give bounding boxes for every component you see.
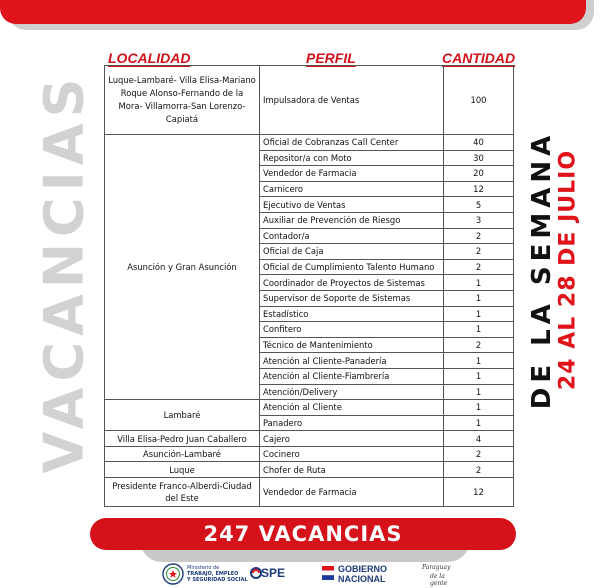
perfil-cell: Ejecutivo de Ventas [260, 197, 444, 213]
perfil-cell: Confitero [260, 322, 444, 338]
national-seal-icon [162, 563, 184, 585]
perfil-cell: Chofer de Ruta [260, 462, 444, 478]
side-title-vacancias-text: VACANCIAS [32, 72, 96, 474]
perfil-cell: Vendedor de Farmacia [260, 166, 444, 182]
location-cell: Luque [105, 462, 260, 478]
side-title-week-line1: DE LA SEMANA [527, 130, 557, 410]
perfil-cell: Repositor/a con Moto [260, 150, 444, 166]
side-title-week-dates: 24 AL 28 DE JULIO [555, 149, 581, 391]
table-row [105, 431, 514, 447]
perfil-cell: Contador/a [260, 228, 444, 244]
location-cell: Presidente Franco-Alberdi-Ciudad del Este [105, 478, 260, 507]
cantidad-cell: 2 [444, 446, 514, 462]
perfil-cell: Cocinero [260, 446, 444, 462]
cantidad-cell: 12 [444, 181, 514, 197]
cantidad-cell: 1 [444, 290, 514, 306]
gobierno-line1: GOBIERNO [338, 564, 388, 574]
perfil-cell: Impulsadora de Ventas [260, 66, 444, 135]
cantidad-cell: 1 [444, 415, 514, 431]
top-banner-red [0, 0, 586, 24]
cantidad-cell: 1 [444, 322, 514, 338]
mtess-logo [162, 562, 248, 586]
cantidad-cell: 100 [444, 66, 514, 135]
slogan-line2: de la gente [430, 573, 448, 587]
cantidad-cell: 12 [444, 478, 514, 507]
location-cell: Luque-Lambaré- Villa Elisa-Mariano Roque Alonso-Fernando de la Mora- Villamorra-San Lorenzo- Capiatá [105, 66, 260, 135]
perfil-cell: Cajero [260, 431, 444, 447]
table-row [105, 446, 514, 462]
gobierno-logo [322, 562, 400, 586]
cantidad-cell: 2 [444, 244, 514, 260]
perfil-cell: Coordinador de Proyectos de Sistemas [260, 275, 444, 291]
slogan-line1: Paraguay [422, 564, 451, 571]
table-row [105, 462, 514, 478]
cantidad-cell: 1 [444, 368, 514, 384]
spe-text: SPE [261, 566, 286, 580]
cantidad-cell: 4 [444, 431, 514, 447]
header-cantidad: CANTIDAD [442, 50, 516, 66]
table-row [105, 66, 514, 135]
total-vacancies: 247 VACANCIAS [203, 522, 403, 546]
perfil-cell: Panadero [260, 415, 444, 431]
perfil-cell: Vendedor de Farmacia [260, 478, 444, 507]
cantidad-cell: 20 [444, 166, 514, 182]
side-title-week [520, 120, 584, 420]
mtess-line2: TRABAJO, EMPLEO [187, 571, 239, 577]
mtess-line1: Ministerio de [187, 565, 220, 571]
perfil-cell: Oficial de Caja [260, 244, 444, 260]
header-localidad: LOCALIDAD [108, 50, 191, 66]
cantidad-cell: 2 [444, 259, 514, 275]
cantidad-cell: 1 [444, 384, 514, 400]
table-row [105, 478, 514, 507]
top-banner [0, 0, 600, 30]
perfil-cell: Estadístico [260, 306, 444, 322]
perfil-cell: Oficial de Cobranzas Call Center [260, 135, 444, 151]
spe-logo [250, 562, 294, 586]
cantidad-cell: 40 [444, 135, 514, 151]
location-cell: Asunción-Lambaré [105, 446, 260, 462]
cantidad-cell: 2 [444, 462, 514, 478]
perfil-cell: Atención al Cliente-Panadería [260, 353, 444, 369]
perfil-cell: Oficial de Cumplimiento Talento Humano [260, 259, 444, 275]
location-cell: Asunción y Gran Asunción [105, 135, 260, 400]
cantidad-cell: 1 [444, 353, 514, 369]
vacancies-table [104, 65, 514, 507]
perfil-cell: Atención/Delivery [260, 384, 444, 400]
perfil-cell: Auxiliar de Prevención de Riesgo [260, 212, 444, 228]
mtess-line3: Y SEGURIDAD SOCIAL [187, 577, 248, 583]
location-cell: Lambaré [105, 400, 260, 431]
perfil-cell: Técnico de Mantenimiento [260, 337, 444, 353]
footer-logos [150, 562, 450, 586]
cantidad-cell: 30 [444, 150, 514, 166]
perfil-cell: Carnicero [260, 181, 444, 197]
header-perfil: PERFIL [306, 50, 356, 66]
total-banner [0, 516, 600, 564]
cantidad-cell: 3 [444, 212, 514, 228]
table-row [105, 135, 514, 151]
cantidad-cell: 5 [444, 197, 514, 213]
table-row [105, 400, 514, 416]
cantidad-cell: 1 [444, 275, 514, 291]
side-title-vacancias [32, 72, 96, 474]
cantidad-cell: 2 [444, 337, 514, 353]
slogan-logo [422, 562, 462, 586]
flag-icon [322, 566, 334, 580]
location-cell: Villa Elisa-Pedro Juan Caballero [105, 431, 260, 447]
cantidad-cell: 1 [444, 306, 514, 322]
cantidad-cell: 2 [444, 228, 514, 244]
cantidad-cell: 1 [444, 400, 514, 416]
perfil-cell: Atención al Cliente [260, 400, 444, 416]
vacancies-table-body [105, 66, 514, 507]
perfil-cell: Atención al Cliente-Fiambrería [260, 368, 444, 384]
perfil-cell: Supervisor de Soporte de Sistemas [260, 290, 444, 306]
gobierno-line2: NACIONAL [338, 574, 386, 584]
